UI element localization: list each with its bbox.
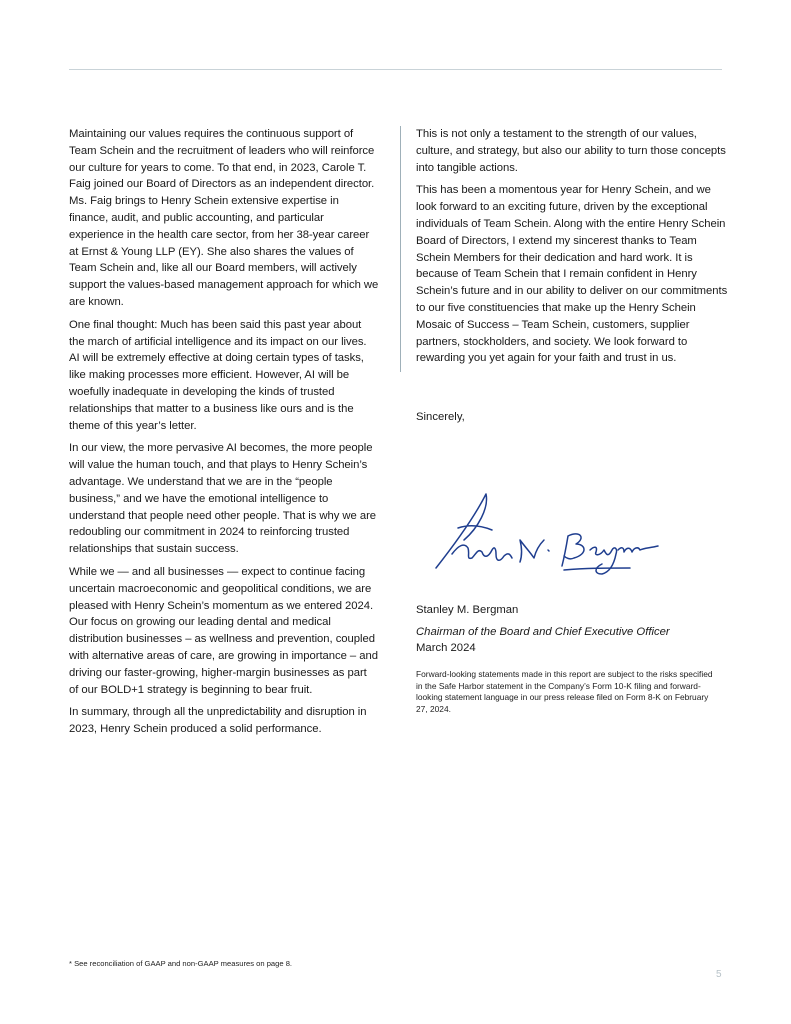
paragraph-momentum: While we — and all businesses — expect to continue facing uncertain macroeconomic and geopolitical conditions, we are pleased with Henry Schein’s momentum as we entered 2024. Our focus on growing our leading dental and medical distribution businesses – as wellness and prevention, coupled with alternative areas of care, are growing in importance – and driving our faster-growing, higher-margin businesses as part of our BOLD+1 strategy is beginning to bear fruit. [69, 565, 378, 696]
column-divider [400, 126, 401, 372]
page-number: 5 [716, 969, 722, 980]
signer-title: Chairman of the Board and Chief Executive Officer [416, 626, 670, 638]
header-rule [69, 69, 722, 70]
paragraph-momentous-year: This has been a momentous year for Henry Schein, and we look forward to an exciting future, driven by the exceptional individuals of Team Schein. Along with the entire Henry Schein Board of Directors, I extend my sincerest thanks to Team Schein Members for their dedication and hard work. It is because of Team Schein that I remain confident in Henry Schein’s future and in our ability to deliver on our commitments to our five constituencies that make up the Henry Schein Mosaic of Success – Team Schein, customers, supplier partners, stockholders, and society. We look forward to rewarding you yet again for your faith and trust in us. [416, 184, 728, 365]
signer-name: Stanley M. Bergman [416, 604, 519, 616]
signer-block [416, 602, 670, 656]
handwritten-signature-icon [418, 488, 663, 578]
signer-date: March 2024 [416, 642, 476, 654]
letter-right-column [416, 126, 734, 373]
paragraph-human-touch: In our view, the more pervasive AI becomes, the more people will value the human touch, and that plays to Henry Schein’s advantage. We understand that we are in the “people business,” and we have the emotional intelligence to understand that people need other people. That is why we are redoubling our commitment in 2024 to reinforcing trusted relationships that sustain success. [69, 442, 377, 556]
letter-left-column [69, 126, 379, 744]
gaap-footnote: * See reconciliation of GAAP and non-GAAP measures on page 8. [69, 959, 293, 968]
paragraph-testament: This is not only a testament to the strength of our values, culture, and strategy, but also our ability to turn those concepts into tangible actions. [416, 128, 726, 174]
closing-salutation: Sincerely, [416, 411, 465, 423]
paragraph-board-values: Maintaining our values requires the continuous support of Team Schein and the recruitment of leaders who will reinforce our culture for years to come. To that end, in 2023, Carole T. Faig joined our Board of Directors as an independent director. Ms. Faig brings to Henry Schein extensive expertise in finance, audit, and public accounting, and particular experience in the health care sector, from her 38-year career at Ernst & Young LLP (EY). She also shares the values of Team Schein and, like all our Board members, will actively support the values-based management approach for which we are known. [69, 128, 379, 308]
paragraph-ai-thought: One final thought: Much has been said this past year about the march of artificial intelligence and its impact on our lives. AI will be extremely effective at doing certain types of tasks, like making processes more efficient. However, AI will be woefully inadequate in developing the kinds of trusted relationships that matter to a business like ours and is the theme of this year’s letter. [69, 318, 367, 432]
paragraph-summary: In summary, through all the unpredictability and disruption in 2023, Henry Schein produced a solid performance. [69, 706, 367, 736]
forward-looking-disclaimer: Forward-looking statements made in this report are subject to the risks specified in the Safe Harbor statement in the Company’s Form 10-K filing and forward-looking statement language in our press release filed on Form 8-K on February 27, 2024. [416, 669, 713, 715]
